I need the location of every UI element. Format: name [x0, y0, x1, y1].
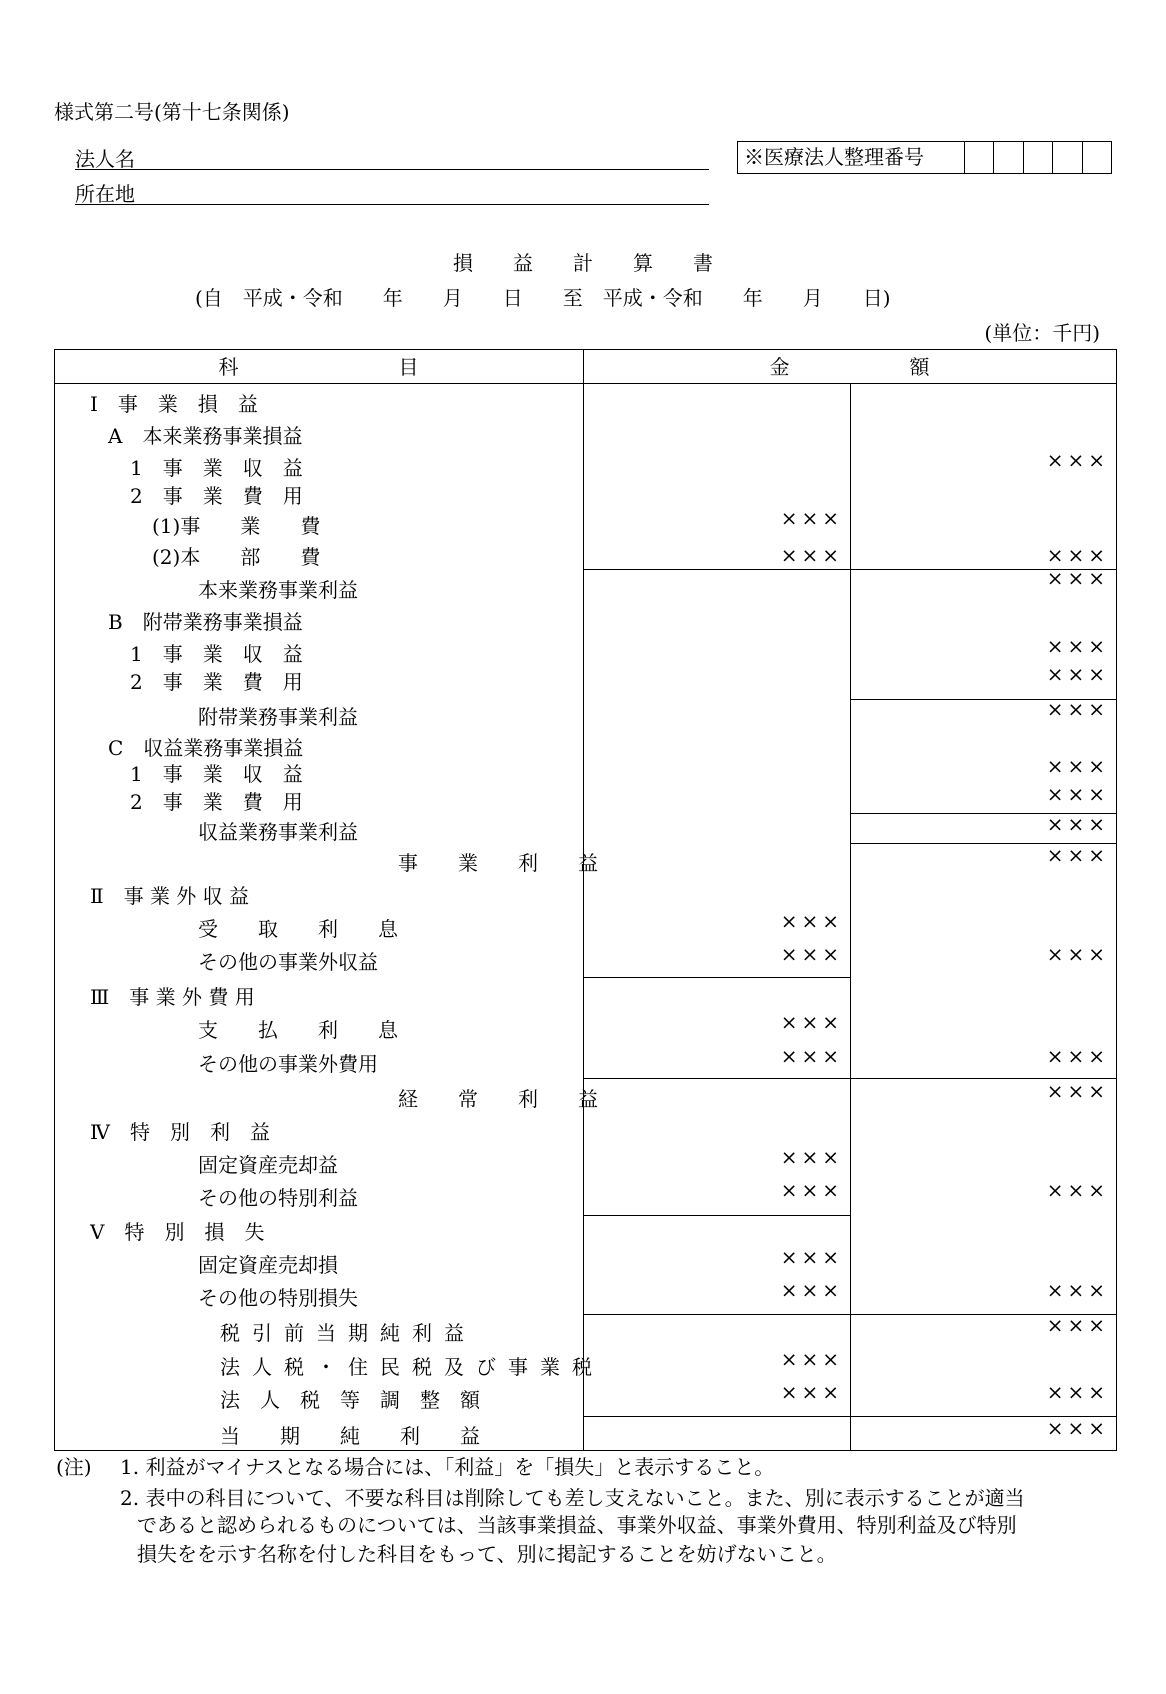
registration-cell[interactable]: [1083, 142, 1111, 173]
note-line: 2. 表中の科目について、不要な科目は削除しても差し支えないこと。また、別に表示することが適当: [120, 1486, 1025, 1510]
row-label: 附帯業務事業利益: [198, 705, 358, 729]
row-amount-inner: ×××: [780, 1145, 843, 1169]
row-amount-outer: ×××: [1046, 566, 1109, 590]
row-amount-inner: ×××: [780, 1278, 843, 1302]
row-label: 支 払 利 息: [198, 1018, 398, 1042]
registration-number-box: [737, 141, 1112, 174]
row-label: 法人税・住民税及び事業税: [220, 1355, 604, 1379]
row-amount-outer: ×××: [1046, 634, 1109, 658]
row-amount-inner: ×××: [780, 1044, 843, 1068]
corp-name-label: 法人名: [75, 147, 135, 171]
row-label: 収益業務事業利益: [198, 820, 358, 844]
row-label: 2 事 業 費 用: [130, 670, 303, 694]
row-label: 2 事 業 費 用: [130, 790, 303, 814]
row-label: Ⅲ 事 業 外 費 用: [90, 985, 255, 1009]
row-amount-inner: ×××: [780, 1380, 843, 1404]
registration-label: ※医療法人整理番号: [738, 142, 965, 173]
row-label: (1)事 業 費: [152, 514, 321, 538]
row-amount-outer: ×××: [1046, 1313, 1109, 1337]
row-label: Ⅱ 事 業 外 収 益: [90, 884, 250, 908]
col-subject-header: 科 目: [218, 355, 419, 379]
row-amount-outer: ×××: [1046, 754, 1109, 778]
row-label: B 附帯業務事業損益: [108, 610, 303, 634]
notes-prefix: (注): [56, 1455, 92, 1479]
row-label: 当 期 純 利 益: [220, 1424, 480, 1448]
row-label: A 本来業務事業損益: [108, 424, 303, 448]
row-label: その他の事業外収益: [198, 950, 378, 974]
row-amount-inner: ×××: [780, 1347, 843, 1371]
row-amount-outer: ×××: [1046, 942, 1109, 966]
address-label: 所在地: [75, 182, 135, 206]
row-amount-outer: ×××: [1046, 1044, 1109, 1068]
row-label: 事 業 利 益: [398, 851, 598, 875]
row-amount-outer: ×××: [1046, 1079, 1109, 1103]
period-line: (自 平成・令和 年 月 日 至 平成・令和 年 月 日): [195, 286, 891, 310]
registration-cell[interactable]: [1024, 142, 1053, 173]
registration-cell[interactable]: [965, 142, 994, 173]
address-field[interactable]: [75, 204, 709, 205]
row-amount-outer: ×××: [1046, 1278, 1109, 1302]
row-label: Ⅰ 事 業 損 益: [90, 392, 258, 416]
col-amount-header: 金 額: [769, 355, 930, 379]
row-label: その他の特別利益: [198, 1186, 358, 1210]
row-label: 法 人 税 等 調 整 額: [220, 1388, 480, 1412]
corp-name-field[interactable]: [75, 169, 709, 170]
registration-cell[interactable]: [994, 142, 1023, 173]
row-amount-outer: ×××: [1046, 697, 1109, 721]
unit-label: (単位：千円): [984, 321, 1100, 345]
row-amount-inner: ×××: [780, 543, 843, 567]
note-line: 1. 利益がマイナスとなる場合には、「利益」を「損失」と表示すること。: [120, 1455, 775, 1479]
row-amount-inner: ×××: [780, 1245, 843, 1269]
row-label: 固定資産売却損: [198, 1253, 338, 1277]
row-label: 経 常 利 益: [398, 1087, 598, 1111]
note-line: であると認められるものについては、当該事業損益、事業外収益、事業外費用、特別利益及び特別: [137, 1513, 1017, 1537]
row-amount-inner: ×××: [780, 909, 843, 933]
registration-cell[interactable]: [1053, 142, 1082, 173]
row-amount-outer: ×××: [1046, 1416, 1109, 1440]
row-label: 1 事 業 収 益: [130, 456, 303, 480]
row-label: 受 取 利 息: [198, 917, 398, 941]
row-label: Ⅴ 特 別 損 失: [90, 1220, 265, 1244]
row-amount-outer: ×××: [1046, 662, 1109, 686]
row-label: その他の特別損失: [198, 1286, 358, 1310]
row-amount-outer: ×××: [1046, 843, 1109, 867]
row-label: (2)本 部 費: [152, 545, 321, 569]
row-label: 固定資産売却益: [198, 1153, 338, 1177]
row-amount-inner: ×××: [780, 942, 843, 966]
row-amount-inner: ×××: [780, 1178, 843, 1202]
document-title: 損 益 計 算 書: [453, 251, 713, 275]
row-amount-outer: ×××: [1046, 812, 1109, 836]
row-label: 1 事 業 収 益: [130, 642, 303, 666]
row-amount-outer: ×××: [1046, 782, 1109, 806]
form-id: 様式第二号(第十七条関係): [54, 100, 290, 124]
row-label: 1 事 業 収 益: [130, 762, 303, 786]
row-amount-outer: ×××: [1046, 448, 1109, 472]
row-label: C 収益業務事業損益: [108, 736, 304, 760]
note-line: 損失をを示す名称を付した科目をもって、別に掲記することを妨げないこと。: [137, 1542, 837, 1566]
row-label: 本来業務事業利益: [198, 578, 358, 602]
row-label: 税引前当期純利益: [220, 1321, 476, 1345]
row-amount-inner: ×××: [780, 1010, 843, 1034]
row-amount-outer: ×××: [1046, 1178, 1109, 1202]
row-amount-outer: ×××: [1046, 1380, 1109, 1404]
row-label: 2 事 業 費 用: [130, 484, 303, 508]
row-amount-inner: ×××: [780, 506, 843, 530]
row-amount-outer: ×××: [1046, 543, 1109, 567]
row-label: Ⅳ 特 別 利 益: [90, 1120, 270, 1144]
row-label: その他の事業外費用: [198, 1052, 378, 1076]
